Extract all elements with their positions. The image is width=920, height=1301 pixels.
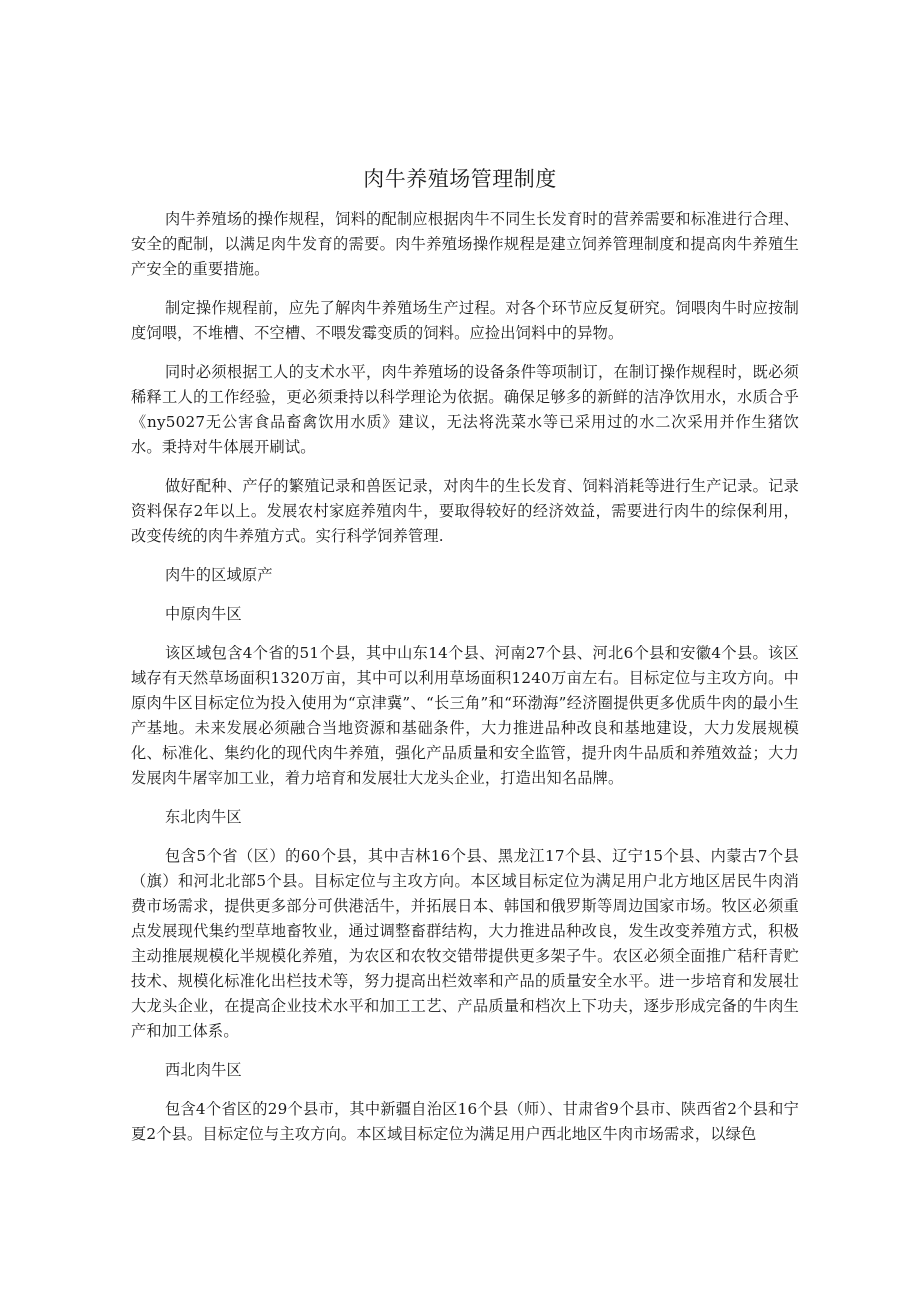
paragraph-northeast: 包含5个省（区）的60个县，其中吉林16个县、黑龙江17个县、辽宁15个县、内蒙古7个县（旗）和河北北部5个县。目标定位与主攻方向。本区域目标定位为满足用户北方地区居民牛肉消费市场需求，提供更多部分可供港活牛，并拓展日本、韩国和俄罗斯等周边国家市场。牧区必须重点发展现代集约型草地畜牧业，通过调整畜群结构，大力推进品种改良，发生改变养殖方式，积极主动推展规模化半规模化养殖，为农区和农牧交错带提供更多架子牛。农区必须全面推广秸秆青贮技术、规模化标准化出栏技术等，努力提高出栏效率和产品的质量安全水平。进一步培育和发展壮大龙头企业，在提高企业技术水平和加工工艺、产品质量和档次上下功夫，逐步形成完备的牛肉生产和加工体系。 <box>131 847 799 1040</box>
document-body <box>131 207 799 1161</box>
section-heading-central-plains: 中原肉牛区 <box>165 605 242 623</box>
paragraph-northwest: 包含4个省区的29个县市，其中新疆自治区16个县（师）、甘肃省9个县市、陕西省2个县和宁夏2个县。目标定位与主攻方向。本区域目标定位为满足用户西北地区牛肉市场需求，以绿色 <box>131 1100 799 1143</box>
paragraph-operating-rules: 肉牛养殖场的操作规程，饲料的配制应根据肉牛不同生长发育时的营养需要和标准进行合理、安全的配制，以满足肉牛发育的需要。肉牛养殖场操作规程是建立饲养管理制度和提高肉牛养殖生产安全的重要措施。 <box>131 210 799 278</box>
section-heading-regions: 肉牛的区域原产 <box>165 566 273 584</box>
paragraph-worker-standards: 同时必须根据工人的支术水平，肉牛养殖场的设备条件等项制订，在制订操作规程时，既必须稀释工人的工作经验，更必须秉持以科学理论为依据。确保足够多的新鲜的洁净饮用水，水质合乎《ny5027无公害食品畜禽饮用水质》建议，无法将洗菜水等已采用过的水二次采用并作生猪饮水。秉持对牛体展开刷试。 <box>131 363 799 456</box>
paragraph-central-plains: 该区域包含4个省的51个县，其中山东14个县、河南27个县、河北6个县和安徽4个县。该区域存有天然草场面积1320万亩，其中可以利用草场面积1240万亩左右。目标定位与主攻方向。中原肉牛区目标定位为投入使用为“京津冀”、“长三角”和“环渤海”经济圈提供更多优质牛肉的最小生产基地。未来发展必须融合当地资源和基础条件，大力推进品种改良和基地建设，大力发展规模化、标准化、集约化的现代肉牛养殖，强化产品质量和安全监管，提升肉牛品质和养殖效益；大力发展肉牛屠宰加工业，着力培育和发展壮大龙头企业，打造出知名品牌。 <box>131 644 799 787</box>
section-heading-northeast: 东北肉牛区 <box>165 808 242 826</box>
document-title: 肉牛养殖场管理制度 <box>363 167 557 191</box>
paragraph-feeding-rules: 制定操作规程前，应先了解肉牛养殖场生产过程。对各个环节应反复研究。饲喂肉牛时应按制度饲喂，不堆槽、不空槽、不喂发霉变质的饲料。应捡出饲料中的异物。 <box>131 299 799 342</box>
section-heading-northwest: 西北肉牛区 <box>165 1061 242 1079</box>
paragraph-records: 做好配种、产仔的繁殖记录和兽医记录，对肉牛的生长发育、饲料消耗等进行生产记录。记录资料保存2年以上。发展农村家庭养殖肉牛，要取得较好的经济效益，需要进行肉牛的综保利用，改变传统的肉牛养殖方式。实行科学饲养管理. <box>131 477 799 545</box>
